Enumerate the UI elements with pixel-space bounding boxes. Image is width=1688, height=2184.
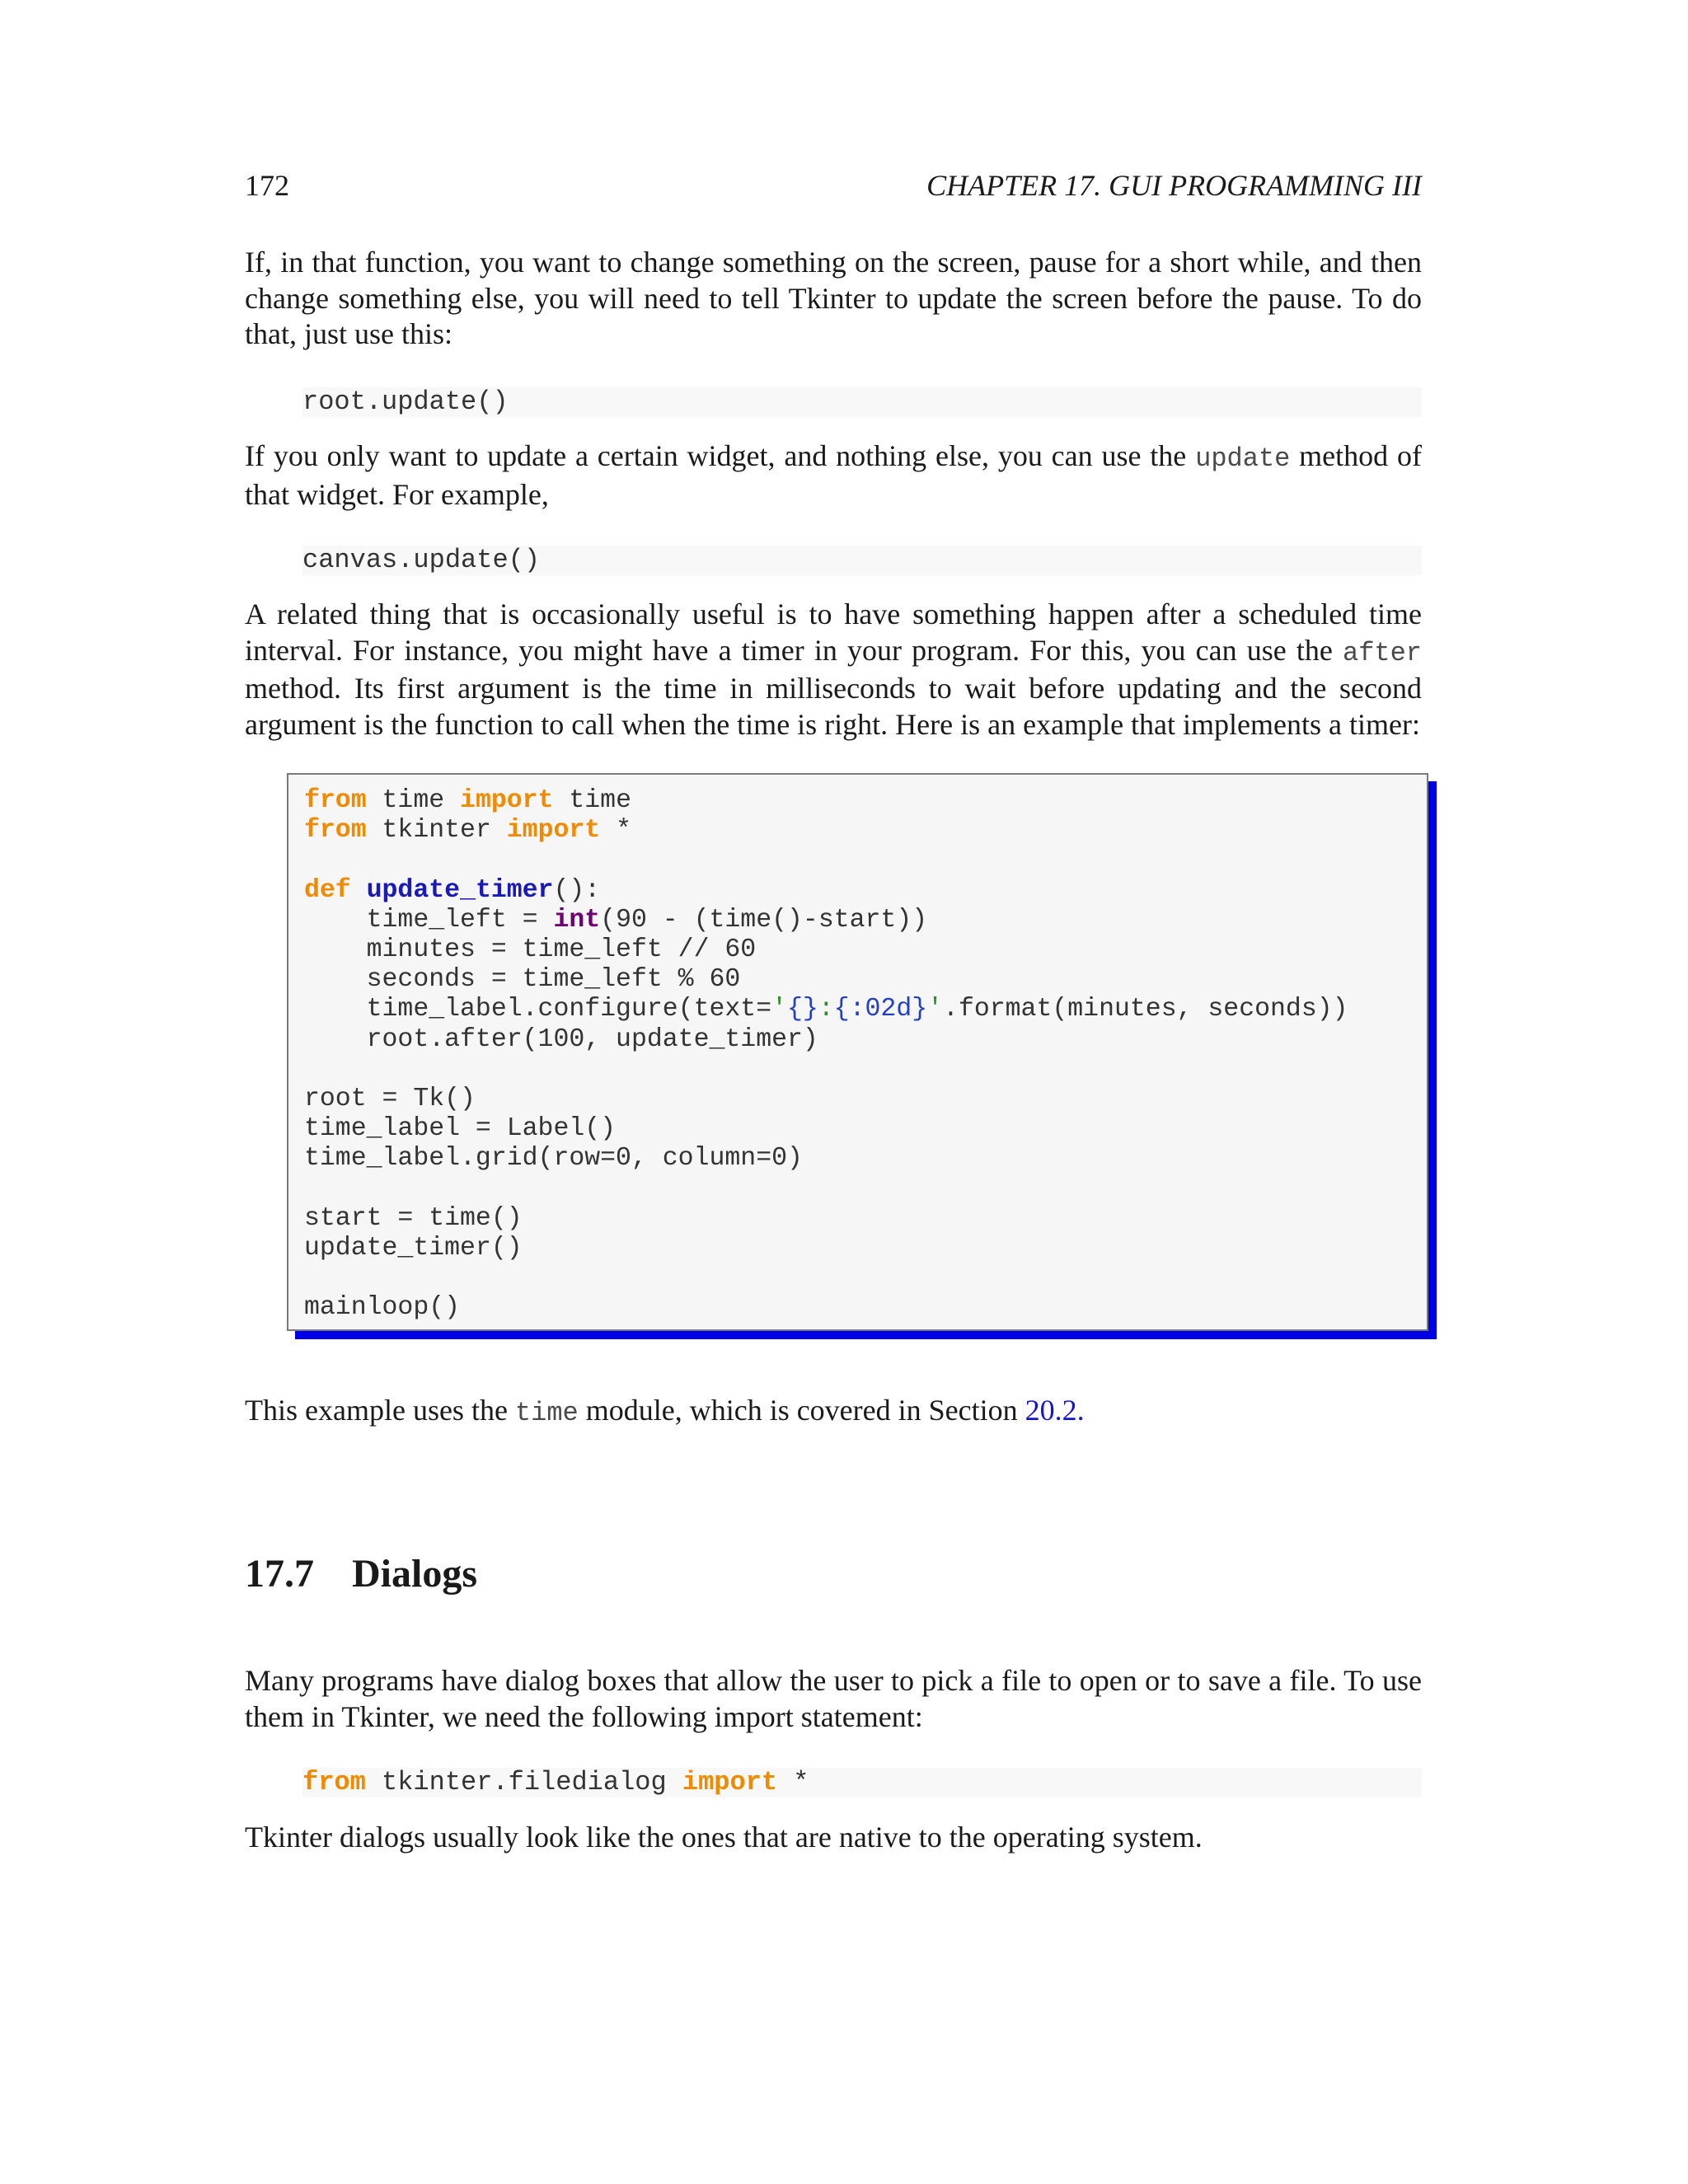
section-link-20-2[interactable]: 20.2: [1025, 1394, 1077, 1427]
paragraph-time-module: This example uses the time module, which is covered in Section 20.2.: [245, 1394, 1085, 1428]
inline-code-after: after: [1342, 637, 1422, 668]
section-number: 17.7: [245, 1552, 314, 1596]
code-listing-text: from time import time from tkinter import * def update_timer(): time_left = int(90 - (time()-start)) minutes = time_left // 60 seconds = time_left % 60 time_label.configure(text='{}:{:02d}'.format(minutes, seconds)) root.after(100, update_timer) root = Tk() time_label = Label() time_label.grid(row=0, column=0) start = time() update_timer() mainloop(): [304, 786, 1348, 1323]
code-listing-timer: [287, 773, 1428, 1331]
paragraph-update-intro: If, in that function, you want to change something on the screen, pause for a short while, and then change something else, you will need to tell Tkinter to update the screen before the pause. To do that, just use this:: [245, 246, 1422, 350]
inline-code-time: time: [514, 1398, 579, 1428]
paragraph-after-method: A related thing that is occasionally useful is to have something happen after a scheduled time interval. For instance, you might have a timer in your program. For this, you can use the after method. Its first argument is the time in milliseconds to wait before updating and the second argument is the function to call when the time is right. Here is an example that implements a timer:: [245, 598, 1422, 741]
code-snippet-filedialog-import: from tkinter.filedialog import *: [302, 1768, 1422, 1797]
inline-code-update: update: [1195, 443, 1291, 474]
paragraph-native-dialogs: Tkinter dialogs usually look like the ones that are native to the operating system.: [245, 1821, 1203, 1854]
section-title: Dialogs: [352, 1552, 478, 1596]
running-chapter-title: CHAPTER 17. GUI PROGRAMMING III: [926, 169, 1422, 202]
paragraph-dialogs-intro: Many programs have dialog boxes that allow the user to pick a file to open or to save a file. To use them in Tkinter, we need the following import statement:: [245, 1664, 1422, 1733]
page-header: [245, 168, 1422, 209]
page-number: 172: [245, 169, 289, 202]
code-snippet-root-update: root.update(): [302, 387, 1422, 417]
paragraph-widget-update: If you only want to update a certain widget, and nothing else, you can use the update method of that widget. For example,: [245, 439, 1422, 511]
section-heading-dialogs: [245, 1551, 477, 1596]
code-snippet-canvas-update: canvas.update(): [302, 546, 1422, 575]
